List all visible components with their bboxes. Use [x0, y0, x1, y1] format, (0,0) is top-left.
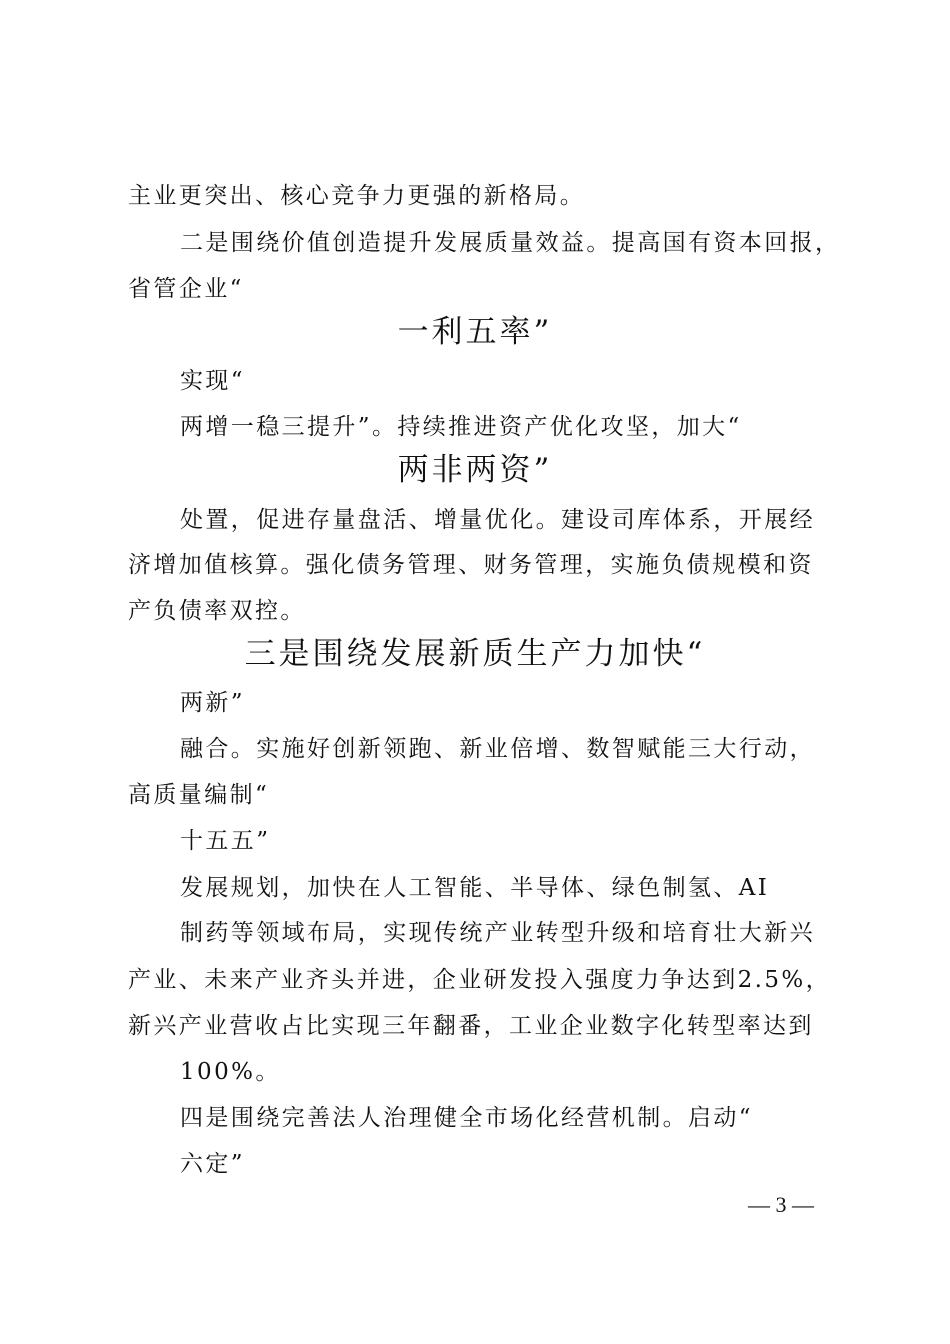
text-line: 十五五”: [180, 828, 271, 854]
text-line: 实现“: [180, 368, 245, 394]
text-line: 融合。实施好创新领跑、新业倍增、数智赋能三大行动，: [180, 736, 815, 762]
emphasis-line: 一利五率”: [397, 314, 553, 350]
page-number: — 3 —: [748, 1192, 814, 1217]
text-line: 100%。: [180, 1059, 281, 1085]
text-line: 四是围绕完善法人治理健全市场化经营机制。启动“: [180, 1105, 753, 1131]
text-line: 二是围绕价值创造提升发展质量效益。提高国有资本回报，: [180, 230, 841, 256]
text-line: 高质量编制“: [128, 782, 270, 808]
text-line: 两新”: [180, 690, 245, 716]
emphasis-line: 两非两资”: [397, 452, 553, 488]
emphasis-line: 三是围绕发展新质生产力加快“: [244, 636, 706, 672]
text-line: 制药等领域布局，实现传统产业转型升级和培育壮大新兴: [180, 920, 815, 946]
text-line: 新兴产业营收占比实现三年翻番，工业企业数字化转型率达到: [128, 1013, 814, 1039]
text-line: 发展规划，加快在人工智能、半导体、绿色制氢、AI: [180, 875, 770, 901]
text-line: 产负债率双控。: [128, 598, 306, 624]
text-line: 两增一稳三提升”。持续推进资产优化攻坚，加大“: [180, 414, 742, 440]
text-line: 济增加值核算。强化债务管理、财务管理，实施负债规模和资: [128, 552, 814, 578]
text-line: 产业、未来产业齐头并进，企业研发投入强度力争达到2.5%，: [128, 967, 832, 993]
text-line: 省管企业“: [128, 276, 244, 302]
text-line: 主业更突出、核心竞争力更强的新格局。: [128, 183, 586, 209]
text-line: 处置，促进存量盘活、增量优化。建设司库体系，开展经: [180, 507, 815, 533]
text-line: 六定”: [180, 1151, 245, 1177]
